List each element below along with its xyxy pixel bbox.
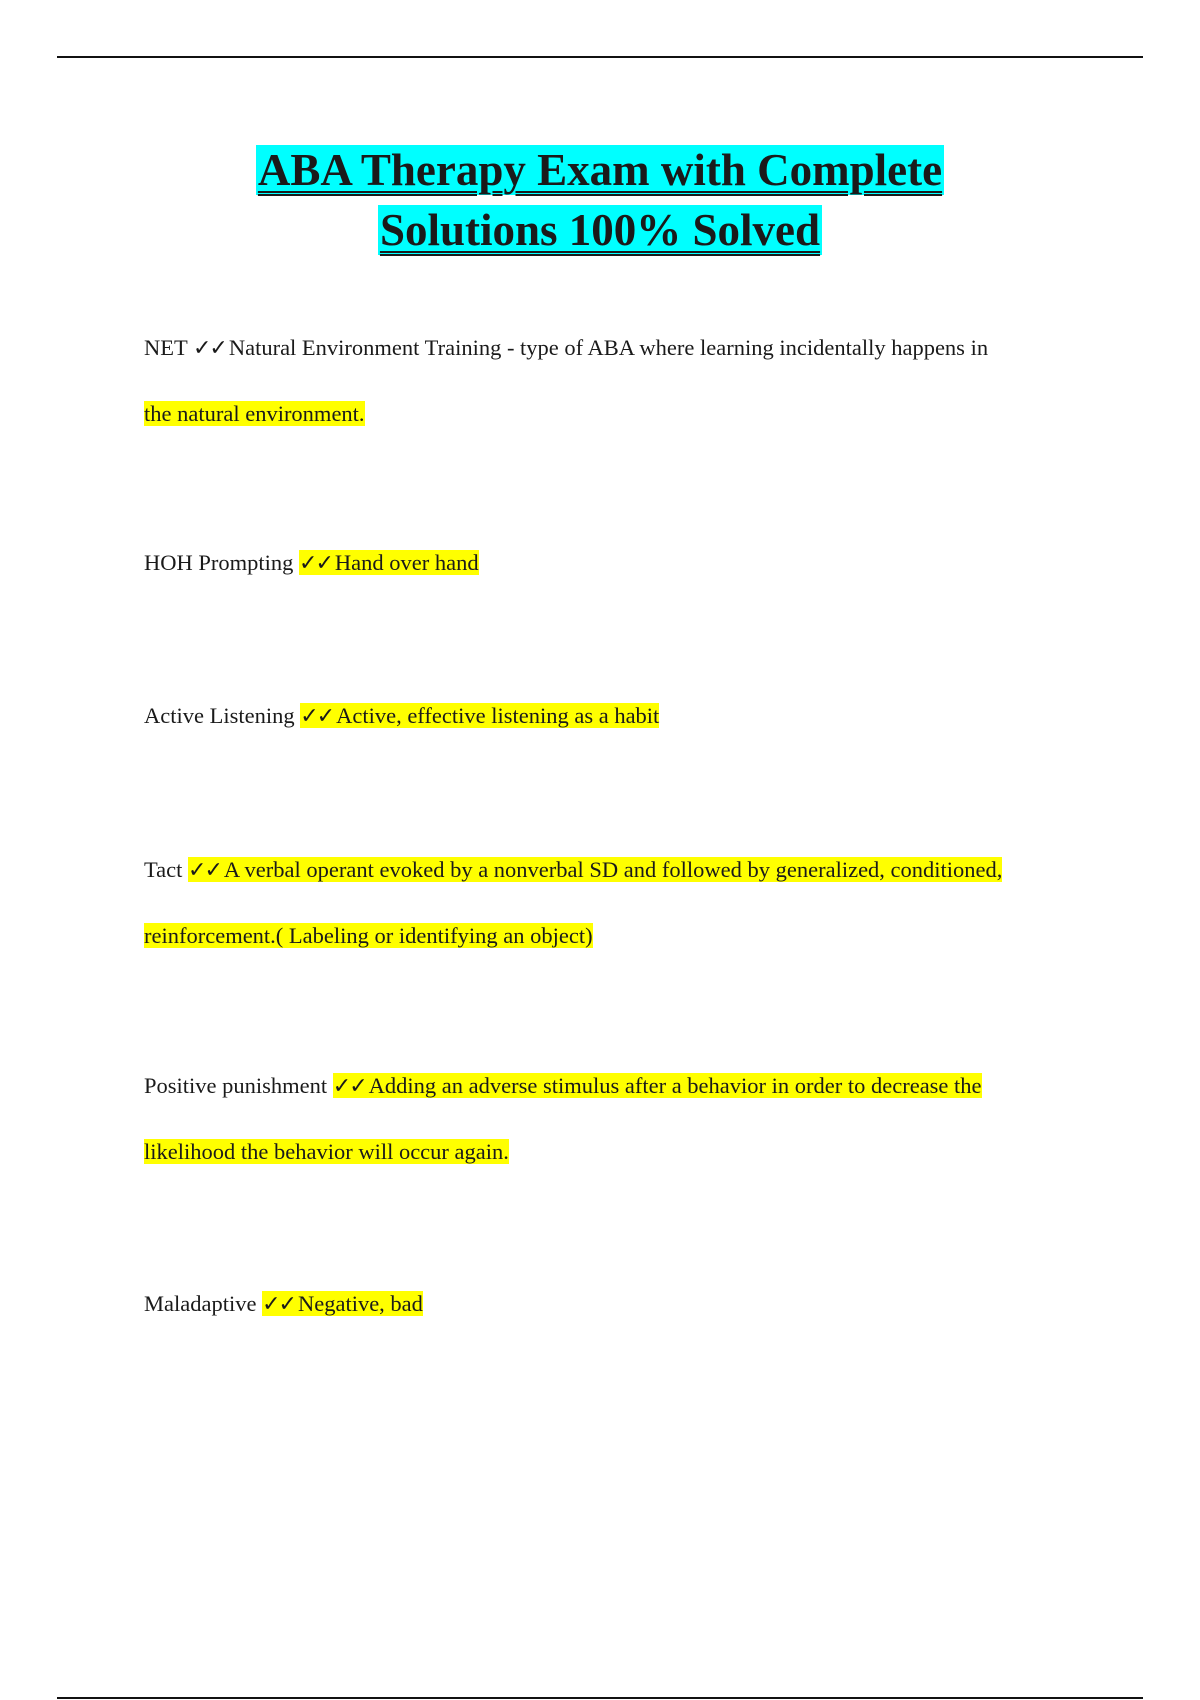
- entry-maladaptive: [144, 1271, 1074, 1337]
- entry-net: [144, 315, 1074, 446]
- definition-active-listening: Active, effective listening as a habit: [336, 703, 660, 728]
- term-tact: Tact: [144, 857, 183, 882]
- term-positive-punishment: Positive punishment: [144, 1073, 328, 1098]
- definition-tact-line-2: reinforcement.( Labeling or identifying an object): [144, 923, 593, 948]
- entry-tact: [144, 837, 1074, 968]
- definition-hoh-prompting: Hand over hand: [334, 550, 479, 575]
- title-line-1: ABA Therapy Exam with Complete: [257, 145, 943, 195]
- definition-positive-punishment-line-1: Adding an adverse stimulus after a behavior in order to decrease the: [368, 1073, 982, 1098]
- double-check-icon: ✓✓: [188, 858, 221, 883]
- entry-active-listening: [144, 683, 1074, 749]
- definition-positive-punishment-line-2: likelihood the behavior will occur again.: [144, 1139, 509, 1164]
- term-net: NET: [144, 335, 188, 360]
- top-rule: [57, 56, 1143, 58]
- double-check-icon: ✓✓: [332, 1074, 366, 1099]
- term-active-listening: Active Listening: [144, 703, 295, 728]
- double-check-icon: ✓✓: [300, 704, 334, 729]
- definition-maladaptive: Negative, bad: [297, 1291, 423, 1316]
- definition-net-highlighted: the natural environment.: [144, 401, 365, 426]
- term-maladaptive: Maladaptive: [144, 1291, 257, 1316]
- double-check-icon: ✓✓: [299, 551, 332, 576]
- document-title: [0, 140, 1200, 260]
- entry-hoh-prompting: [144, 530, 1074, 596]
- bottom-rule: [57, 1697, 1143, 1699]
- title-line-2: Solutions 100% Solved: [379, 205, 821, 255]
- entry-positive-punishment: [144, 1053, 1074, 1184]
- definition-tact-line-1: A verbal operant evoked by a nonverbal SD and followed by generalized, conditioned,: [223, 857, 1003, 882]
- double-check-icon: ✓✓: [192, 336, 226, 361]
- double-check-icon: ✓✓: [262, 1292, 295, 1317]
- definition-net: Natural Environment Training - type of ABA where learning incidentally happens in: [228, 335, 989, 360]
- term-hoh-prompting: HOH Prompting: [144, 550, 294, 575]
